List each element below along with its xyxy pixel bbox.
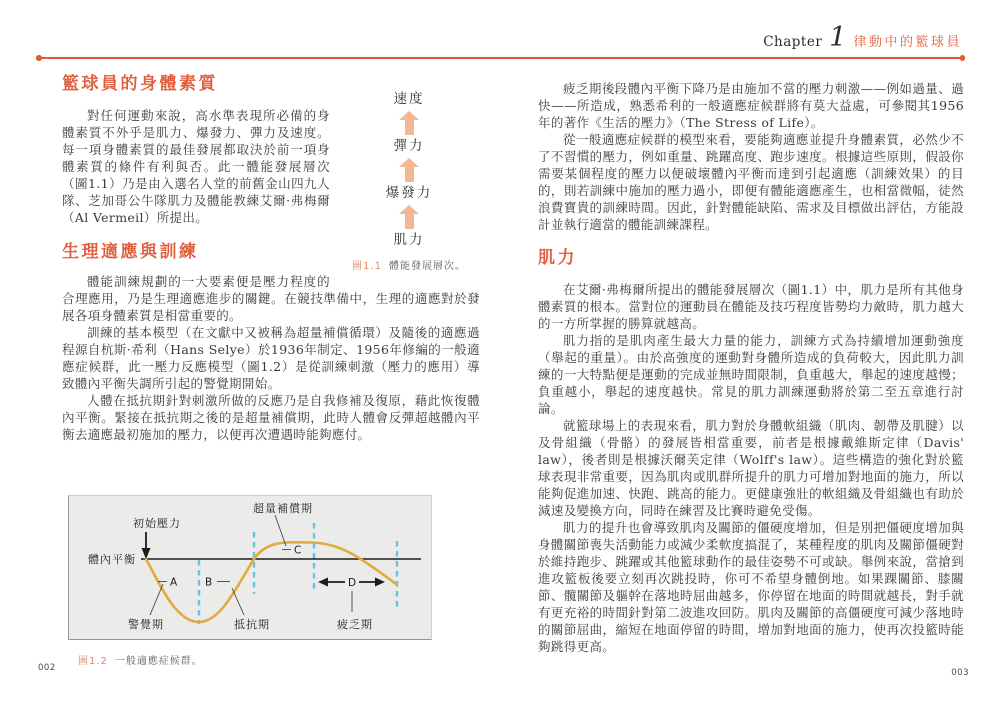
level-power: 爆發力 xyxy=(385,185,433,201)
leader-line xyxy=(275,515,286,546)
paragraph: 對任何運動來說，高水準表現所必備的身體素質不外乎是肌力、爆發力、彈力及速度。每一項身體素質的最佳發展都取決於前一項身體素質的條件有利與否。此一體能發展層次（圖1.1）乃是由入選名人堂的前舊金山四九人隊、芝加哥公牛隊肌力及體能教練艾爾·弗梅爾（Al Vermeil）所提出。 xyxy=(62,108,330,225)
chart-label-alarm-phase: 警覺期 xyxy=(128,618,164,631)
chart-marker-b: B xyxy=(205,576,213,589)
section-title-physiological-adaptation: 生理適應與訓練 xyxy=(62,242,199,262)
paragraph: 肌力指的是肌肉產生最大力量的能力，訓練方式為持續增加運動強度（舉起的重量）。由於高強度的運動對身體所造成的負荷較大，因此肌力訓練的一大特點便是運動的完成並無時間限制，負重越大，舉起的速度越慢；負重越小，舉起的速度越快。常見的肌力訓練運動將於第二至五章進行討論。 xyxy=(538,333,964,416)
paragraph: 肌力的提升也會導致肌肉及關節的僵硬度增加，但是別把僵硬度增加與身體關節喪失活動能力或減少柔軟度搞混了，某種程度的肌肉及關節僵硬對於維持跑步、跳躍或其他籃球動作的最佳姿勢不可或缺。舉例來說，當搶到進攻籃板後要立刻再次跳投時，你可不希望身體倒地。如果踝關節、膝關節、髖關節及軀幹在落地時屈曲越多，你停留在地面的時間就越長，對手就有更充裕的時間針對第二波進攻回防。肌肉及關節的高僵硬度可減少落地時的關節屈曲，縮短在地面停留的時間，增加對地面的施力，使再次投籃時能夠跳得更高。 xyxy=(538,520,964,654)
figure-1-1-caption: 圖1.1 體能發展層次。 xyxy=(352,261,466,272)
chart-label-supercompensation: 超量補償期 xyxy=(253,502,313,515)
down-arrowhead-icon xyxy=(142,548,151,559)
gas-curve-chart xyxy=(69,496,431,639)
up-arrow-icon xyxy=(399,158,419,182)
chart-label-homeostasis: 體內平衡 xyxy=(88,553,136,566)
section-title-strength: 肌力 xyxy=(538,248,577,268)
chart-label-resistance-phase: 抵抗期 xyxy=(234,618,270,631)
level-elasticity: 彈力 xyxy=(393,138,425,154)
chart-marker-a: A xyxy=(170,576,178,589)
chart-marker-d: D xyxy=(347,577,357,589)
paragraph: 訓練的基本模型（在文獻中又被稱為超量補償循環）及隨後的適應過程源自杭斯·希利（Hans Selye）於1936年制定、1956年修編的一般適應症候群，此一壓力反應模型（圖1.2）是從訓練刺激（壓力的應用）導致體內平衡失調所引起的警覺期開始。 xyxy=(62,325,480,391)
paragraph: 人體在抵抗期針對刺激所做的反應乃是自我修補及復原，藉此恢復體內平衡。緊接在抵抗期之後的是超量補償期，此時人體會反彈超越體內平衡去適應最初施加的壓力，以便再次遭遇時能夠應付。 xyxy=(62,393,480,442)
gas-chart-panel xyxy=(68,495,432,640)
paragraph: 在艾爾·弗梅爾所提出的體能發展層次（圖1.1）中，肌力是所有其他身體素質的根本。當對位的運動員在體能及技巧程度皆勢均力敵時，肌力越大的一方所掌握的勝算就越高。 xyxy=(538,282,964,331)
figure-1-2-label: 圖1.2 xyxy=(78,656,108,667)
paragraph: 就籃球場上的表現來看，肌力對於身體軟組織（肌肉、韌帶及肌腱）以及骨組織（骨骼）的發展皆相當重要，前者是根據戴維斯定律（Davis' law），後者則是根據沃爾芙定律（Wolff's law）。這些構造的強化對於籃球表現非常重要，因為肌肉或肌群所提升的肌力可增加對地面的施力，所以能夠促進加速、快跑、跳高的能力。更健康強壯的軟組織及骨組織也有助於減速及變換方向，同時在練習及比賽時避免受傷。 xyxy=(538,418,964,518)
level-strength: 肌力 xyxy=(393,232,425,248)
chart-label-initial-stress: 初始壓力 xyxy=(133,517,181,530)
paragraph: 疲乏期後段體內平衡下降乃是由施加不當的壓力刺激——例如過量、過快——所造成，熟悉希利的一般適應症候群將有莫大益處，可參閱其1956年的著作《生活的壓力》（The Stress of Life）。 xyxy=(538,81,964,130)
paragraph: 體能訓練規劃的一大要素便是壓力程度的合理應用，乃是生理適應進步的關鍵。在競技準備中，生理的適應對於發展各項身體素質是相當重要的。 xyxy=(62,274,480,323)
section-title-physical-qualities: 籃球員的身體素質 xyxy=(62,74,218,94)
chapter-number: 1 xyxy=(829,22,847,53)
up-arrow-icon xyxy=(399,205,419,229)
stress-response-curve xyxy=(146,542,396,622)
chart-label-exhaustion-phase: 疲乏期 xyxy=(337,618,373,631)
leader-line xyxy=(232,588,244,615)
page-number-right: 003 xyxy=(951,668,969,678)
chart-marker-c: C xyxy=(294,544,302,557)
left-arrowhead-icon xyxy=(318,578,328,587)
left-page xyxy=(62,74,480,667)
figure-1-2-general-adaptation-syndrome xyxy=(62,495,480,667)
chapter-header xyxy=(763,24,962,51)
header-rule xyxy=(38,57,963,59)
right-page xyxy=(538,80,964,655)
figure-1-1-label: 圖1.1 xyxy=(352,261,382,272)
leader-line xyxy=(150,584,163,615)
paragraph: 從一般適應症候群的模型來看，要能夠適應並提升身體素質，必然少不了不習慣的壓力，例如重量、跳躍高度、跑步速度。根據這些原則，假設你需要某個程度的壓力以便破壞體內平衡而達到引起適應（訓練效果）的目的，則若訓練中施加的壓力過小，即便有體能適應產生，也相當微幅，徒然浪費寶貴的訓練時間。因此，針對體能缺陷、需求及目標做出評估，方能設計並執行適當的體能訓練課程。 xyxy=(538,132,964,232)
level-speed: 速度 xyxy=(393,91,425,107)
chapter-title: 律動中的籃球員 xyxy=(853,35,962,50)
figure-1-1-development-hierarchy xyxy=(338,91,480,271)
right-arrowhead-icon xyxy=(375,578,385,587)
chapter-label: Chapter xyxy=(763,34,823,50)
up-arrow-icon xyxy=(399,111,419,135)
figure-1-2-caption: 圖1.2 一般適應症候群。 xyxy=(78,656,203,667)
page-number-left: 002 xyxy=(38,663,56,673)
